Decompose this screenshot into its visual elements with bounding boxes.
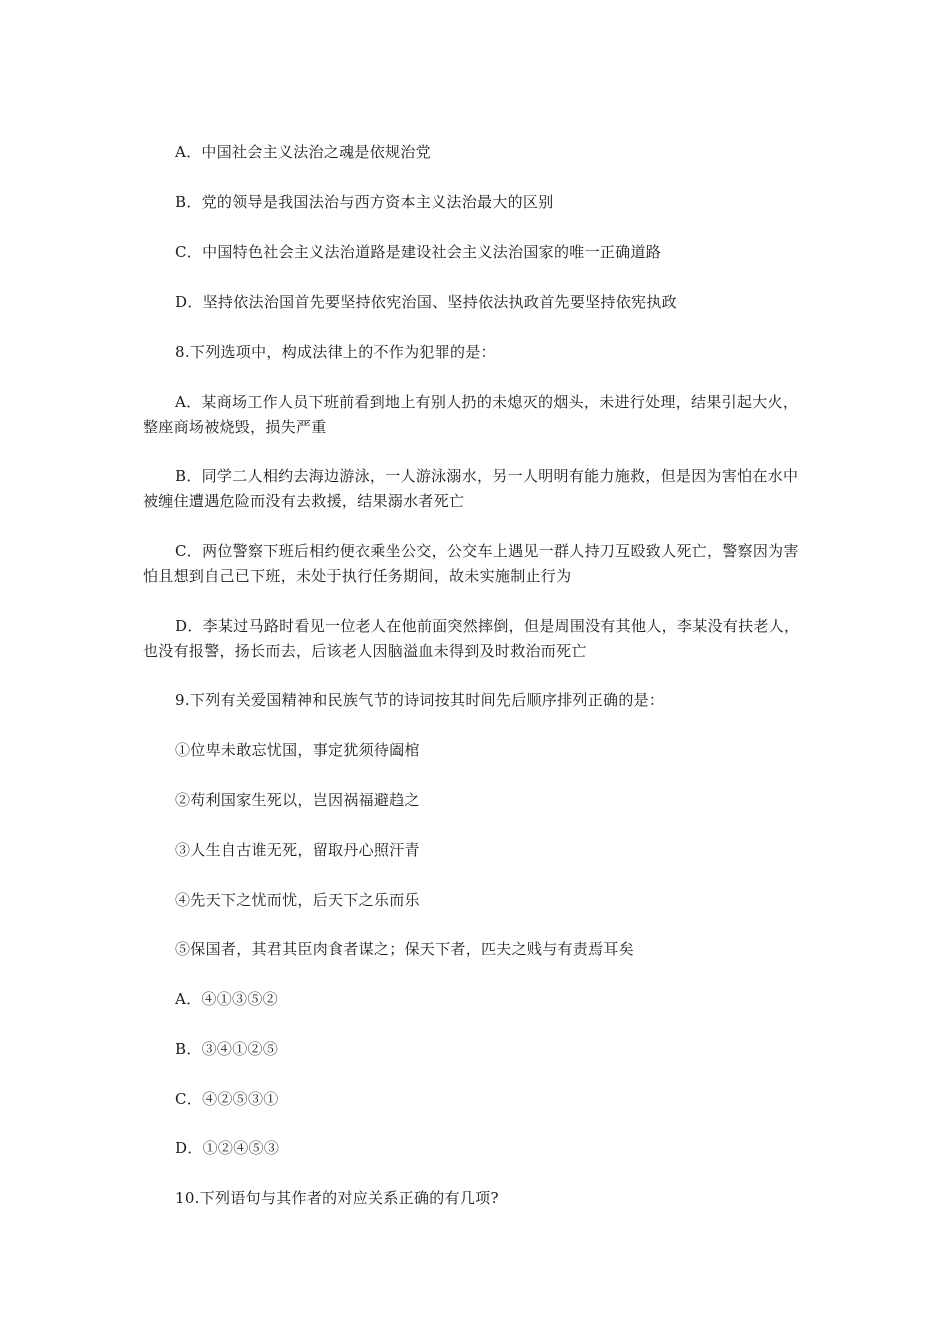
q8-option-c: C．两位警察下班后相约便衣乘坐公交，公交车上遇见一群人持刀互殴致人死亡，警察因为害怕且想到自己已下班，未处于执行任务期间，故未实施制止行为 — [143, 542, 799, 585]
q9-item-2: ②苟利国家生死以，岂因祸福避趋之 — [175, 791, 420, 809]
q9-item-4: ④先天下之忧而忧，后天下之乐而乐 — [175, 891, 420, 909]
q9-option-b: B．③④①②⑤ — [175, 1040, 279, 1058]
q8-option-b: B．同学二人相约去海边游泳，一人游泳溺水，另一人明明有能力施救，但是因为害怕在水中被缠住遭遇危险而没有去救援，结果溺水者死亡 — [143, 467, 799, 510]
q9-item-5: ⑤保国者，其君其臣肉食者谋之；保天下者，匹夫之贱与有责焉耳矣 — [175, 940, 635, 958]
q9-option-a: A．④①③⑤② — [175, 990, 278, 1008]
q9-item-3: ③人生自古谁无死，留取丹心照汗青 — [175, 841, 420, 859]
q9-stem: 9.下列有关爱国精神和民族气节的诗词按其时间先后顺序排列正确的是： — [175, 691, 665, 709]
q7-option-c: C．中国特色社会主义法治道路是建设社会主义法治国家的唯一正确道路 — [175, 243, 662, 261]
q7-option-b: B．党的领导是我国法治与西方资本主义法治最大的区别 — [175, 193, 554, 211]
q8-option-d: D．李某过马路时看见一位老人在他前面突然摔倒，但是周围没有其他人，李某没有扶老人，也没有报警，扬长而去，后该老人因脑溢血未得到及时救治而死亡 — [143, 617, 800, 660]
q8-option-a: A．某商场工作人员下班前看到地上有别人扔的未熄灭的烟头，未进行处理，结果引起大火，整座商场被烧毁，损失严重 — [143, 393, 799, 436]
q7-option-d: D．坚持依法治国首先要坚持依宪治国、坚持依法执政首先要坚持依宪执政 — [175, 293, 677, 311]
q10-stem: 10.下列语句与其作者的对应关系正确的有几项? — [175, 1189, 499, 1207]
q8-stem: 8.下列选项中，构成法律上的不作为犯罪的是： — [175, 343, 496, 361]
q9-option-c: C．④②⑤③① — [175, 1090, 279, 1108]
q7-option-a: A．中国社会主义法治之魂是依规治党 — [175, 143, 431, 161]
q9-option-d: D．①②④⑤③ — [175, 1139, 280, 1157]
q9-item-1: ①位卑未敢忘忧国，事定犹须待阖棺 — [175, 741, 420, 759]
